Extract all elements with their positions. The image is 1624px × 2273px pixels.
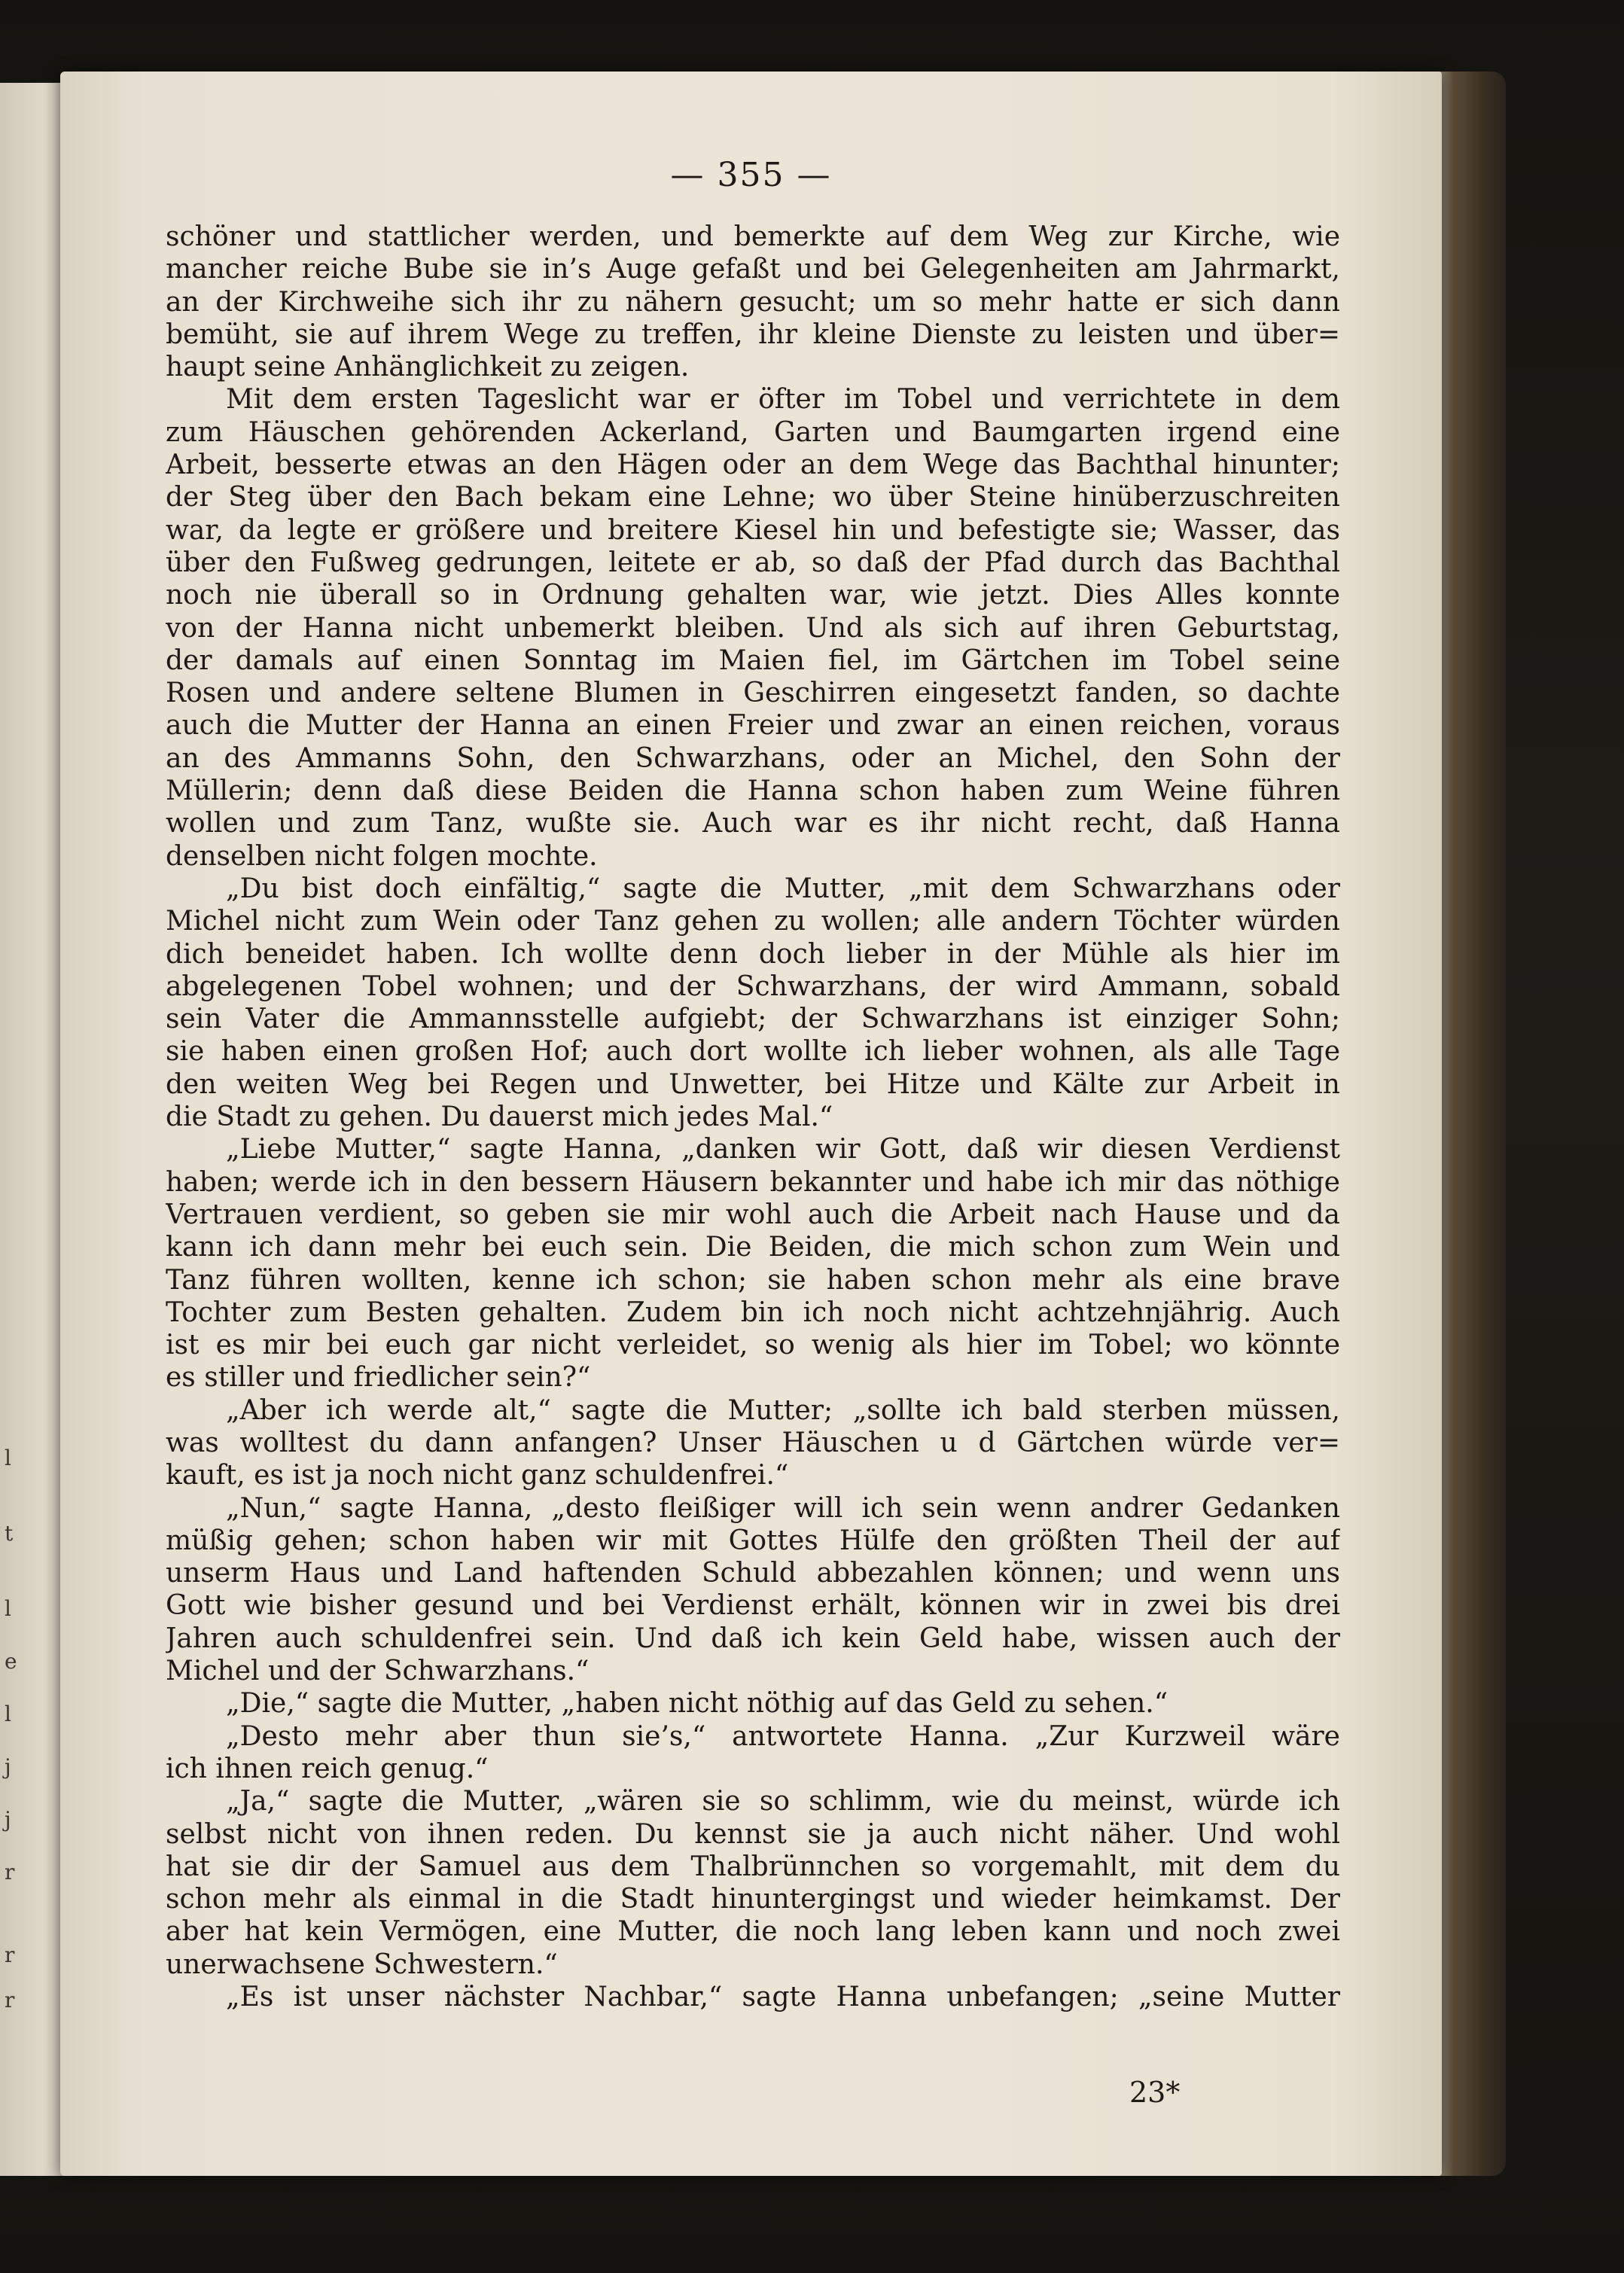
- text-line: denselben nicht folgen mochte.: [166, 840, 598, 872]
- text-line: schöner und stattlicher werden, und bemerkte auf dem Weg zur Kirche, wie: [166, 221, 1340, 252]
- text-line: den weiten Weg bei Regen und Unwetter, bei Hitze und Kälte zur Arbeit in: [166, 1068, 1340, 1100]
- text-line: aber hat kein Vermögen, eine Mutter, die noch lang leben kann und noch zwei: [166, 1916, 1340, 1948]
- text-line: Michel und der Schwarzhans.“: [166, 1656, 590, 1687]
- text-line: dich beneidet haben. Ich wollte denn doch lieber in der Mühle als hier im: [166, 938, 1340, 970]
- text-line: selbst nicht von ihnen reden. Du kennst sie ja auch nicht näher. Und wohl: [166, 1818, 1340, 1850]
- text-line: „Liebe Mutter,“ sagte Hanna, „danken wir Gott, daß wir diesen Verdienst: [226, 1134, 1340, 1165]
- text-line: der damals auf einen Sonntag im Maien fiel, im Gärtchen im Tobel seine: [166, 644, 1340, 676]
- text-line: unserm Haus und Land haftenden Schuld abbezahlen können; und wenn uns: [166, 1558, 1340, 1589]
- text-line: der Steg über den Bach bekam eine Lehne; wo über Steine hinüberzuschreiten: [166, 482, 1340, 513]
- text-line: „Nun,“ sagte Hanna, „desto fleißiger will ich sein wenn andrer Gedanken: [226, 1492, 1340, 1524]
- book-block-edge: [1431, 72, 1506, 2176]
- text-line: abgelegenen Tobel wohnen; und der Schwarzhans, der wird Ammann, sobald: [166, 970, 1340, 1002]
- text-line: bemüht, sie auf ihrem Wege zu treffen, ihr kleine Dienste zu leisten und über=: [166, 318, 1340, 350]
- text-line: noch nie überall so in Ordnung gehalten war, wie jetzt. Dies Alles konnte: [166, 580, 1340, 611]
- text-line: an des Ammanns Sohn, den Schwarzhans, oder an Michel, den Sohn der: [166, 742, 1340, 774]
- page-number: — 355 —: [670, 156, 832, 194]
- margin-glyph: l: [5, 1702, 11, 1726]
- text-line: unerwachsene Schwestern.“: [166, 1949, 558, 1980]
- text-line: „Ja,“ sagte die Mutter, „wären sie so schlimm, wie du meinst, würde ich: [226, 1786, 1340, 1817]
- text-line: die Stadt zu gehen. Du dauerst mich jedes Mal.“: [166, 1101, 833, 1133]
- text-line: sein Vater die Ammannsstelle aufgiebt; der Schwarzhans ist einziger Sohn;: [166, 1004, 1340, 1035]
- text-line: ich ihnen reich genug.“: [166, 1753, 489, 1784]
- text-line: „Desto mehr aber thun sie’s,“ antwortete Hanna. „Zur Kurzweil wäre: [226, 1720, 1340, 1752]
- text-line: Rosen und andere seltene Blumen in Geschirren eingesetzt fanden, so dachte: [166, 678, 1340, 709]
- text-line: Arbeit, besserte etwas an den Hägen oder an dem Wege das Bachthal hinunter;: [166, 449, 1340, 481]
- text-line: Mit dem ersten Tageslicht war er öfter im Tobel und verrichtete in dem: [226, 384, 1340, 416]
- margin-glyph: j: [5, 1754, 11, 1779]
- body-text: [166, 221, 1340, 2013]
- text-line: „Aber ich werde alt,“ sagte die Mutter; „sollte ich bald sterben müssen,: [226, 1394, 1340, 1426]
- text-line: an der Kirchweihe sich ihr zu nähern gesucht; um so mehr hatte er sich dann: [166, 286, 1340, 318]
- text-line: müßig gehen; schon haben wir mit Gottes Hülfe den größten Theil der auf: [166, 1525, 1340, 1556]
- text-line: von der Hanna nicht unbemerkt bleiben. Und als sich auf ihren Geburtstag,: [166, 612, 1340, 644]
- text-line: Gott wie bisher gesund und bei Verdienst erhält, können wir in zwei bis drei: [166, 1590, 1340, 1622]
- text-line: haben; werde ich in den bessern Häusern bekannter und habe ich mir das nöthige: [166, 1166, 1340, 1198]
- margin-glyph: r: [5, 1860, 15, 1885]
- margin-glyph: l: [5, 1596, 11, 1621]
- signature-mark: 23*: [1129, 2076, 1181, 2109]
- text-line: haupt seine Anhänglichkeit zu zeigen.: [166, 352, 690, 383]
- text-line: „Die,“ sagte die Mutter, „haben nicht nöthig auf das Geld zu sehen.“: [226, 1688, 1168, 1720]
- text-line: kauft, es ist ja noch nicht ganz schuldenfrei.“: [166, 1460, 789, 1491]
- text-line: Tochter zum Besten gehalten. Zudem bin ich noch nicht achtzehnjährig. Auch: [166, 1296, 1340, 1328]
- text-line: ist es mir bei euch gar nicht verleidet, so wenig als hier im Tobel; wo könnte: [166, 1330, 1340, 1361]
- text-line: wollen und zum Tanz, wußte sie. Auch war es ihr nicht recht, daß Hanna: [166, 808, 1340, 839]
- margin-glyph: j: [5, 1807, 11, 1832]
- margin-glyph: r: [5, 1988, 15, 2012]
- text-line: Vertrauen verdient, so geben sie mir wohl auch die Arbeit nach Hause und da: [166, 1199, 1340, 1230]
- book-page: [60, 72, 1442, 2176]
- margin-glyph: t: [5, 1521, 14, 1546]
- margin-glyph: e: [5, 1649, 17, 1674]
- margin-glyph: r: [5, 1942, 15, 1967]
- text-line: hat sie dir der Samuel aus dem Thalbrünnchen so vorgemahlt, mit dem du: [166, 1851, 1340, 1882]
- text-line: Michel nicht zum Wein oder Tanz gehen zu wollen; alle andern Töchter würden: [166, 906, 1340, 937]
- margin-glyph: l: [5, 1446, 11, 1470]
- text-line: zum Häuschen gehörenden Ackerland, Garten und Baumgarten irgend eine: [166, 416, 1340, 448]
- text-line: „Es ist unser nächster Nachbar,“ sagte Hanna unbefangen; „seine Mutter: [226, 1982, 1340, 2013]
- text-line: mancher reiche Bube sie in’s Auge gefaßt und bei Gelegenheiten am Jahrmarkt,: [166, 254, 1340, 285]
- text-line: sie haben einen großen Hof; auch dort wollte ich lieber wohnen, als alle Tage: [166, 1036, 1340, 1068]
- margin-glyphs: [5, 83, 35, 2176]
- text-line: über den Fußweg gedrungen, leitete er ab, so daß der Pfad durch das Bachthal: [166, 547, 1340, 578]
- text-line: Tanz führen wollten, kenne ich schon; sie haben schon mehr als eine brave: [166, 1264, 1340, 1296]
- text-line: „Du bist doch einfältig,“ sagte die Mutter, „mit dem Schwarzhans oder: [226, 873, 1340, 904]
- text-line: was wolltest du dann anfangen? Unser Häuschen u d Gärtchen würde ver=: [166, 1427, 1340, 1458]
- text-line: auch die Mutter der Hanna an einen Freier und zwar an einen reichen, voraus: [166, 710, 1340, 742]
- text-line: Müllerin; denn daß diese Beiden die Hanna schon haben zum Weine führen: [166, 775, 1340, 807]
- text-line: war, da legte er größere und breitere Kiesel hin und befestigte sie; Wasser, das: [166, 514, 1340, 546]
- text-line: kann ich dann mehr bei euch sein. Die Beiden, die mich schon zum Wein und: [166, 1232, 1340, 1263]
- text-line: es stiller und friedlicher sein?“: [166, 1362, 591, 1394]
- text-line: Jahren auch schuldenfrei sein. Und daß ich kein Geld habe, wissen auch der: [166, 1622, 1340, 1654]
- text-line: schon mehr als einmal in die Stadt hinuntergingst und wieder heimkamst. Der: [166, 1884, 1340, 1915]
